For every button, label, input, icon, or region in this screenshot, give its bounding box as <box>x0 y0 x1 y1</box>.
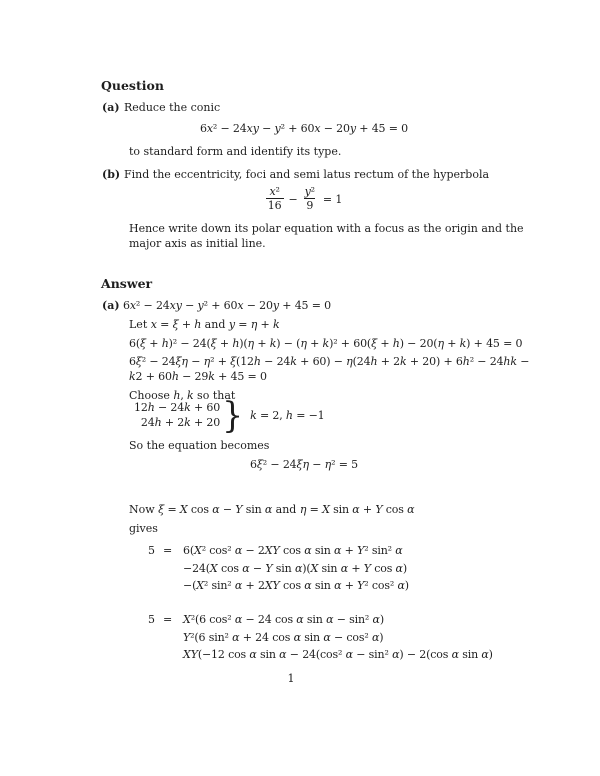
hyperbola-equation <box>93 185 515 213</box>
right-brace: } <box>222 393 244 436</box>
align2-relation: = <box>163 613 173 626</box>
fraction-minus-sign: − <box>288 192 298 206</box>
page-number: 1 <box>287 672 295 685</box>
rotation-mid: and <box>272 503 300 516</box>
rotation-xi: ξ = X cos α − Y sin α <box>158 503 273 516</box>
rotation-pre: Now <box>129 503 159 516</box>
fraction-x-numerator: x² <box>269 185 280 198</box>
align2-lhs: 5 <box>148 613 155 626</box>
align1-line1: 6(X² cos² α − 2XY cos α sin α + Y² sin² α <box>183 544 403 557</box>
rotation-line <box>129 502 414 517</box>
question-b-intro: Find the eccentricity, foci and semi latus rectum of the hyperbola <box>124 168 490 181</box>
fraction-y-numerator: y² <box>304 185 315 198</box>
gives-text: gives <box>129 522 158 535</box>
fraction-y-denominator: 9 <box>306 199 314 212</box>
substitution-y: y = η + k <box>228 318 280 331</box>
expansion-line3: k2 + 60h − 29k + 45 = 0 <box>129 370 267 383</box>
becomes-text: So the equation becomes <box>129 439 270 452</box>
question-heading: Question <box>101 78 164 93</box>
conic-equation: 6x² − 24xy − y² + 60x − 20y + 45 = 0 <box>199 122 409 135</box>
choose-pre: Choose <box>129 389 174 402</box>
choose-post: so that <box>193 389 236 402</box>
expansion-line2: 6ξ² − 24ξη − η² + ξ(12h − 24k + 60) − η(24h + 2k + 20) + 6h² − 24hk − <box>129 355 530 368</box>
fraction-equals-one: = 1 <box>322 192 343 206</box>
answer-a-equation: 6x² − 24xy − y² + 60x − 20y + 45 = 0 <box>123 299 332 312</box>
align-block-1 <box>148 542 409 595</box>
question-b-label: (b) <box>102 168 121 181</box>
fraction-x-denominator: 16 <box>267 199 282 212</box>
reduced-equation: 6ξ² − 24ξη − η² = 5 <box>250 458 358 471</box>
fraction-y <box>303 185 317 213</box>
question-b-outro-line1: Hence write down its polar equation with a focus as the origin and the <box>129 222 524 235</box>
question-a-outro: to standard form and identify its type. <box>129 145 342 158</box>
align2-line2: Y²(6 sin² α + 24 cos α sin α − cos² α) <box>183 630 384 644</box>
align2-line1: X²(6 cos² α − 24 cos α sin α − sin² α) <box>183 613 384 626</box>
system-solution: k = 2, h = −1 <box>250 408 325 422</box>
rotation-eta: η = X sin α + Y cos α <box>299 503 415 516</box>
system-rows <box>134 400 220 430</box>
expansion-line1: 6(ξ + h)² − 24(ξ + h)(η + k) − (η + k)² + 60(ξ + h) − 20(η + k) + 45 = 0 <box>129 337 523 350</box>
substitution-pre: Let <box>129 318 151 331</box>
choose-vars: h, k <box>173 389 194 402</box>
question-b-outro-line2: major axis as initial line. <box>129 237 266 250</box>
fraction-x <box>266 185 284 213</box>
system-row1: 12h − 24k + 60 <box>134 401 221 414</box>
question-a-intro: Reduce the conic <box>124 101 221 114</box>
question-a-label: (a) <box>102 101 120 114</box>
answer-heading: Answer <box>101 276 153 291</box>
answer-a-label: (a) <box>102 299 120 312</box>
substitution-x: x = ξ + h <box>150 318 202 331</box>
substitution-line <box>129 317 279 332</box>
align1-line3: −(X² sin² α + 2XY cos α sin α + Y² cos² α) <box>183 579 409 592</box>
align1-relation: = <box>163 544 173 557</box>
system-row2: 24h + 2k + 20 <box>140 416 221 429</box>
align-block-2 <box>148 611 493 664</box>
align2-line3: XY(−12 cos α sin α − 24(cos² α − sin² α) − 2(cos α sin α) <box>183 648 493 661</box>
substitution-mid: and <box>201 318 229 331</box>
align1-lhs: 5 <box>148 544 155 557</box>
align1-line2: −24(X cos α − Y sin α)(X sin α + Y cos α) <box>183 561 407 575</box>
